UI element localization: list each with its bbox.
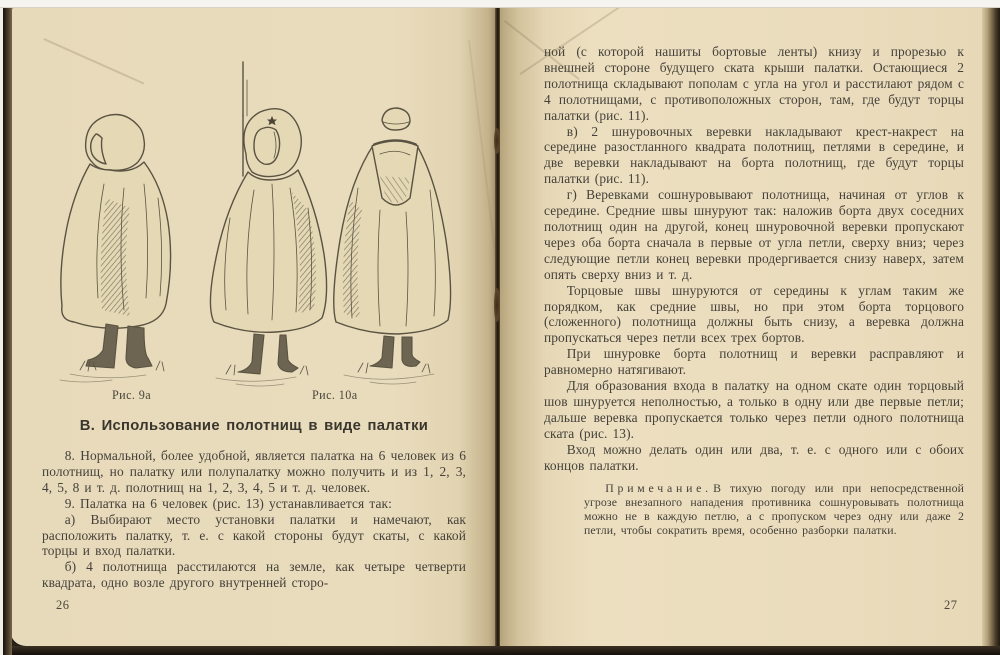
paragraph-9b: б) 4 полотнища расстилаются на земле, как четыре четверти квадрата, одно возле другого внутренней сторо- — [42, 559, 466, 591]
page-number-left: 26 — [56, 598, 70, 612]
paragraph-g: г) Веревками сошнуровывают полотнища, начиная от углов к середине. Средние швы шнуруют так: наложив борта двух соседних полотнищ один на другой, конец шнуровочной веревки пропускают через оба борта сначала в первые от угла петли, сверху вниз; через следующие петли конец веревки продергивается снизу наверх, затем опять сверху вниз и т. д. — [544, 187, 964, 282]
figure-soldier-front-view-rifle — [210, 62, 326, 375]
figure-captions — [40, 388, 476, 406]
paragraph-v: в) 2 шнуровочных веревки накладывают крест-накрест на середине разостланного квадрата полотнищ, петлями в середине, и две веревки накладывают на борта полотнищ, где будут торцы палатки (рис. 11). — [544, 123, 964, 187]
left-page-text — [42, 448, 466, 591]
paragraph-end-seams: Торцовые швы шнуруются от середины к углам таким же порядком, как средние швы, но при этом борта торцового (сложенного) полотнища должны быть снизу, а веревка должна пропускаться через петли всех трех бортов. — [544, 282, 964, 346]
right-page-text — [544, 44, 964, 538]
figure-caption-10a: Рис. 10а — [312, 388, 358, 402]
paragraph-entrance: Для образования входа в палатку на одном скате один торцовый шов шнуруется неполностью, а только в одну или две первые петли; дальше веревка пропускается только через петли одного полотнища ската (рис. 13). — [544, 378, 964, 441]
book-left-edge — [3, 0, 12, 655]
note-block — [584, 482, 964, 538]
paragraph-8: 8. Нормальной, более удобной, является палатка на 6 человек из 6 полотнищ, но палатку или полупалатку можно получить и из 1, 2, 3, 4, 5, 8 и т. д. полотнищ на 1, 2, 3, 4, 5 и т. д. человек. — [42, 448, 466, 495]
figure-illustration-cloaked-soldiers — [40, 58, 476, 388]
binding-gutter-fold — [495, 6, 500, 650]
paragraph-9: 9. Палатка на 6 человек (рис. 13) устанавливается так: — [64, 495, 392, 511]
scanner-left-sliver — [0, 0, 3, 655]
paragraph-entrance-count: Вход можно делать один или два, т. е. с одного или с обоих концов палатки. — [544, 441, 964, 473]
paragraph-9a: а) Выбирают место установки палатки и намечают, как расположить палатку, т. е. с какой стороны будут скаты, с какой торцы и вход палатки. — [42, 511, 466, 559]
book-fore-edge-pages — [982, 0, 1000, 655]
note-label: Примечание. — [605, 481, 712, 496]
note-text: В тихую погоду или при непосредственной угрозе внезапного нападения противника сошнуровывать полотнища можно не в каждую петлю, а с пропуском через одну или даже 2 петли, чтобы сократить время, особенно разборки палатки. — [584, 481, 964, 538]
paragraph-continuation: ной (с которой нашиты бортовые ленты) книзу и прорезью к внешней стороне будущего ската крыши палатки. Остающиеся 2 полотнища складывают пополам с угла на угол и расстилают рядом с 4 полотнищами, с противоположных сторон, там, где будут торцы палатки (рис. 11). — [544, 44, 964, 123]
page-number-right: 27 — [944, 598, 958, 612]
figure-soldier-back-view — [334, 108, 451, 373]
binding-stitch — [494, 288, 500, 322]
left-page — [10, 8, 498, 646]
figure-caption-9a: Рис. 9а — [112, 388, 152, 402]
section-heading: В. Использование полотнищ в виде палатки — [79, 418, 429, 434]
ground-strokes — [60, 374, 434, 386]
book-bottom-shadow — [0, 646, 1000, 655]
binding-stitch — [494, 128, 500, 154]
right-page — [498, 6, 986, 648]
scanner-top-edge — [0, 0, 1000, 8]
figure-soldier-side-view — [61, 115, 171, 372]
paragraph-tighten: При шнуровке борта полотнищ и веревки расправляют и равномерно натягивают. — [544, 346, 964, 378]
